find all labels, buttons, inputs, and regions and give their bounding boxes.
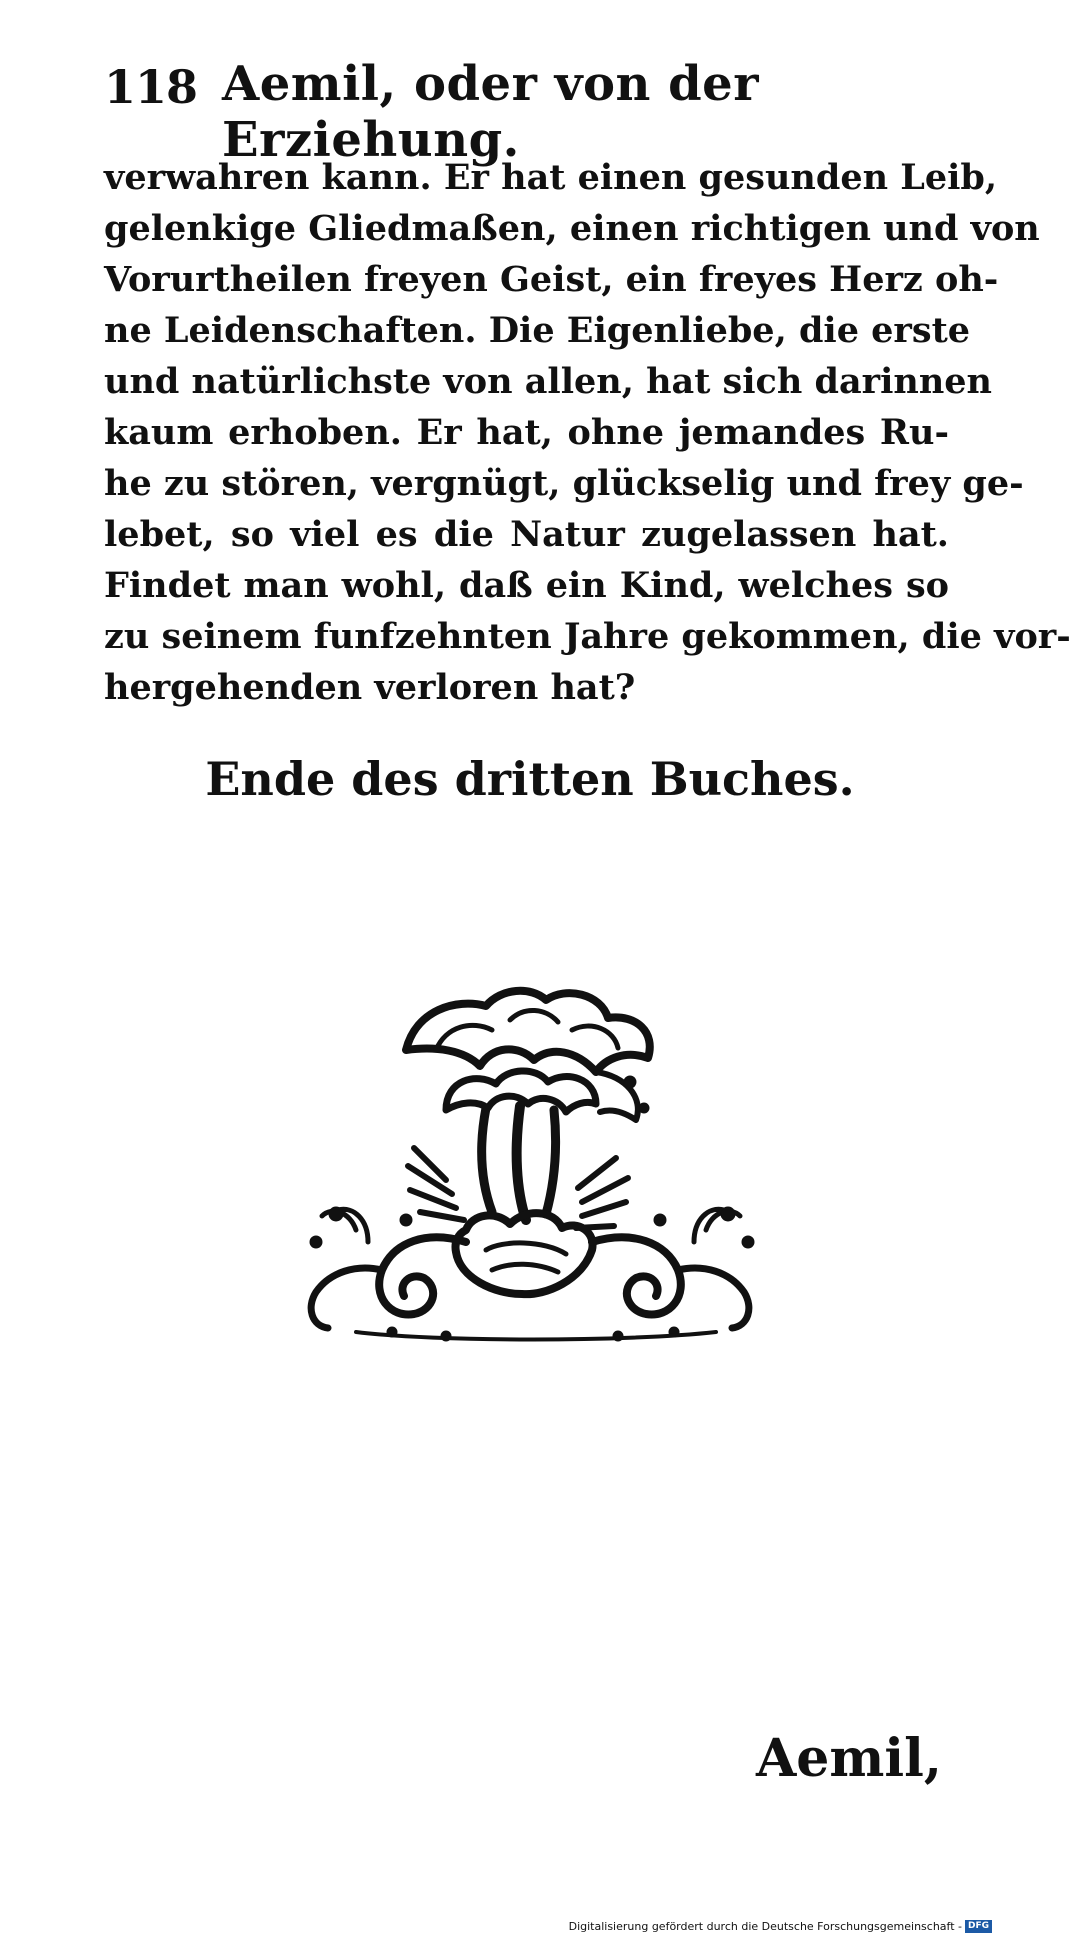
text-line: he zu stören, vergnügt, glückselig und frey ge- [104,463,1024,504]
dfg-logo-badge: DFG [965,1920,992,1933]
page-header [104,52,844,168]
footer-credit-text: Digitalisierung gefördert durch die Deutsche Forschungsgemeinschaft - [568,1920,962,1933]
text-line: Vorurtheilen freyen Geist, ein freyes Herz oh- [104,259,999,300]
text-line: gelenkige Gliedmaßen, einen richtigen und von [104,208,1040,249]
text-line: verwahren kann. Er hat einen gesunden Leib, [104,157,998,198]
text-line: lebet, so viel es die Natur zugelassen hat. [104,514,949,555]
text-line: Findet man wohl, daß ein Kind, welches so [104,565,949,606]
running-title: Aemil, oder von der Erziehung. [222,56,759,168]
body-text [104,152,1071,713]
page-number: 118 [104,60,198,114]
footer-credit [569,1920,992,1933]
book-end-heading: Ende des dritten Buches. [205,752,855,806]
text-line: hergehenden verloren hat? [104,667,636,708]
text-line: zu seinem funfzehnten Jahre gekommen, die vor- [104,616,1071,657]
catchword: Aemil, [755,1728,942,1789]
decorative-vignette-icon [296,980,776,1360]
text-line: kaum erhoben. Er hat, ohne jemandes Ru- [104,412,949,453]
text-line: ne Leidenschaften. Die Eigenliebe, die erste [104,310,971,351]
text-line: und natürlichste von allen, hat sich darinnen [104,361,992,402]
